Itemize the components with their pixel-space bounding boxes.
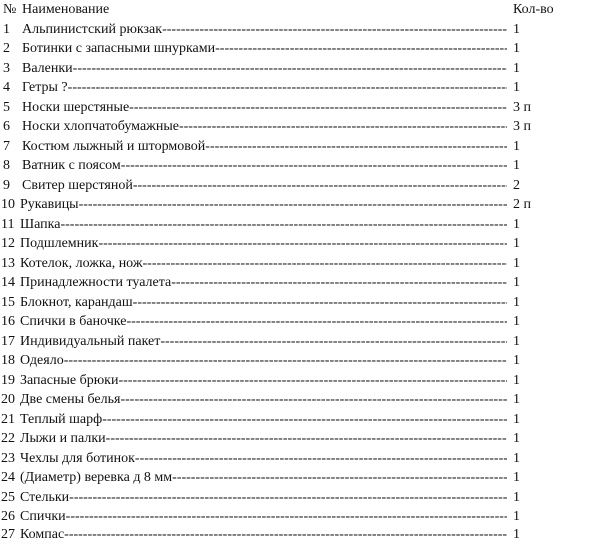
item-name: Свитер шерстяной — [22, 177, 133, 193]
item-number: 1 — [3, 21, 10, 37]
list-item — [0, 176, 591, 196]
dotted-leader — [133, 293, 507, 313]
item-number: 13 — [1, 255, 15, 271]
dotted-leader — [60, 215, 507, 235]
item-number: 4 — [3, 80, 10, 95]
item-qty: 3 п — [513, 99, 531, 115]
list-item — [0, 371, 591, 391]
item-name: Ватник с поясом — [22, 158, 121, 173]
item-qty: 1 — [513, 60, 520, 76]
item-number: 7 — [3, 138, 10, 154]
item-name: Две смены белья — [20, 392, 121, 407]
list-item — [0, 254, 591, 274]
dotted-leader — [162, 20, 507, 40]
item-number: 9 — [3, 177, 10, 193]
item-qty: 1 — [513, 392, 520, 407]
item-number: 12 — [1, 236, 15, 251]
dotted-leader — [172, 468, 507, 488]
item-qty: 2 п — [513, 197, 531, 212]
item-qty: 1 — [513, 255, 520, 271]
item-name: Лыжи и палки — [20, 431, 106, 446]
item-name: Спички — [20, 509, 66, 524]
list-item — [0, 332, 591, 352]
item-name: Запасные брюки — [20, 372, 119, 388]
item-name: Валенки — [22, 60, 73, 76]
dotted-leader — [129, 98, 507, 118]
list-item — [0, 312, 591, 332]
item-name: Подшлемник — [20, 236, 99, 251]
dotted-leader — [126, 312, 507, 332]
list-item — [0, 488, 591, 508]
list-item — [0, 351, 591, 371]
dotted-leader — [121, 156, 507, 176]
item-qty: 1 — [513, 138, 520, 154]
item-number: 14 — [1, 275, 15, 290]
item-number: 6 — [3, 119, 10, 134]
dotted-leader — [79, 195, 507, 215]
dotted-leader — [205, 137, 507, 157]
item-number: 20 — [1, 392, 15, 407]
item-qty: 1 — [513, 275, 520, 290]
dotted-leader — [98, 234, 507, 254]
list-item — [0, 293, 591, 313]
list-item — [0, 59, 591, 79]
list-item — [0, 410, 591, 430]
dotted-leader — [106, 429, 507, 449]
item-number: 2 — [3, 41, 10, 56]
item-name: Чехлы для ботинок — [20, 450, 135, 466]
list-item — [0, 78, 591, 98]
list-item — [0, 117, 591, 137]
item-name: Шапка — [20, 216, 61, 232]
list-header — [0, 0, 591, 20]
list-item — [0, 525, 591, 545]
header-qty: Кол-во — [513, 2, 554, 17]
item-qty: 1 — [513, 353, 520, 368]
item-number: 5 — [3, 99, 10, 115]
dotted-leader — [160, 332, 507, 352]
item-name: Одеяло — [20, 353, 64, 368]
item-qty: 1 — [513, 41, 520, 56]
item-qty: 1 — [513, 314, 520, 329]
dotted-leader — [64, 525, 507, 545]
list-item — [0, 273, 591, 293]
item-number: 27 — [1, 527, 15, 542]
list-item — [0, 39, 591, 59]
item-number: 16 — [1, 314, 15, 329]
header-number: № — [3, 2, 17, 17]
item-qty: 1 — [513, 527, 520, 542]
list-item — [0, 449, 591, 469]
dotted-leader — [143, 254, 507, 274]
item-name: Индивидуальный пакет — [20, 333, 161, 349]
header-name: Наименование — [22, 2, 110, 17]
dotted-leader — [66, 507, 507, 527]
item-qty: 1 — [513, 489, 520, 505]
item-name: Альпинистский рюкзак — [22, 21, 163, 37]
item-qty: 3 п — [513, 119, 531, 134]
item-name: Стельки — [20, 489, 70, 505]
list-item — [0, 156, 591, 176]
item-number: 18 — [1, 353, 15, 368]
list-item — [0, 429, 591, 449]
dotted-leader — [133, 176, 507, 196]
list-item — [0, 137, 591, 157]
item-number: 10 — [1, 197, 15, 212]
item-number: 21 — [1, 411, 15, 427]
item-qty: 1 — [513, 372, 520, 388]
item-qty: 1 — [513, 431, 520, 446]
item-name: Блокнот, карандаш — [20, 294, 133, 310]
item-number: 22 — [1, 431, 15, 446]
item-number: 8 — [3, 158, 10, 173]
item-name: Костюм лыжный и штормовой — [22, 138, 206, 154]
item-name: Принадлежности туалета — [20, 275, 172, 290]
item-qty: 1 — [513, 509, 520, 524]
item-number: 11 — [1, 216, 15, 232]
item-name: Гетры ? — [22, 80, 68, 95]
item-number: 19 — [1, 372, 15, 388]
dotted-leader — [171, 273, 507, 293]
item-qty: 1 — [513, 21, 520, 37]
list-item — [0, 234, 591, 254]
dotted-leader — [69, 488, 507, 508]
item-name: Рукавицы — [20, 197, 79, 212]
item-qty: 1 — [513, 470, 520, 485]
item-qty: 2 — [513, 177, 520, 193]
item-qty: 1 — [513, 294, 520, 310]
list-item — [0, 98, 591, 118]
item-number: 26 — [1, 509, 15, 524]
item-name: Котелок, ложка, нож — [20, 255, 143, 271]
item-name: Носки хлопчатобумажные — [22, 119, 179, 134]
dotted-leader — [215, 39, 507, 59]
dotted-leader — [102, 410, 507, 430]
item-number: 3 — [3, 60, 10, 76]
item-number: 23 — [1, 450, 15, 466]
dotted-leader — [118, 371, 507, 391]
list-item — [0, 390, 591, 410]
list-item — [0, 468, 591, 488]
item-name: Носки шерстяные — [22, 99, 130, 115]
item-qty: 1 — [513, 80, 520, 95]
list-item — [0, 507, 591, 527]
dotted-leader — [135, 449, 507, 469]
item-number: 17 — [1, 333, 15, 349]
item-qty: 1 — [513, 236, 520, 251]
dotted-leader — [73, 59, 507, 79]
item-qty: 1 — [513, 333, 520, 349]
list-item — [0, 20, 591, 40]
item-qty: 1 — [513, 450, 520, 466]
item-number: 24 — [1, 470, 15, 485]
dotted-leader — [64, 351, 507, 371]
item-name: Теплый шарф — [20, 411, 103, 427]
dotted-leader — [68, 78, 507, 98]
item-qty: 1 — [513, 411, 520, 427]
item-number: 25 — [1, 489, 15, 505]
dotted-leader — [179, 117, 507, 137]
item-qty: 1 — [513, 216, 520, 232]
dotted-leader — [120, 390, 507, 410]
item-name: Спички в баночке — [20, 314, 127, 329]
item-name: (Диаметр) веревка д 8 мм — [20, 470, 173, 485]
list-item — [0, 215, 591, 235]
item-name: Компас — [20, 527, 65, 542]
item-number: 15 — [1, 294, 15, 310]
item-qty: 1 — [513, 158, 520, 173]
list-item — [0, 195, 591, 215]
item-name: Ботинки с запасными шнурками — [22, 41, 216, 56]
